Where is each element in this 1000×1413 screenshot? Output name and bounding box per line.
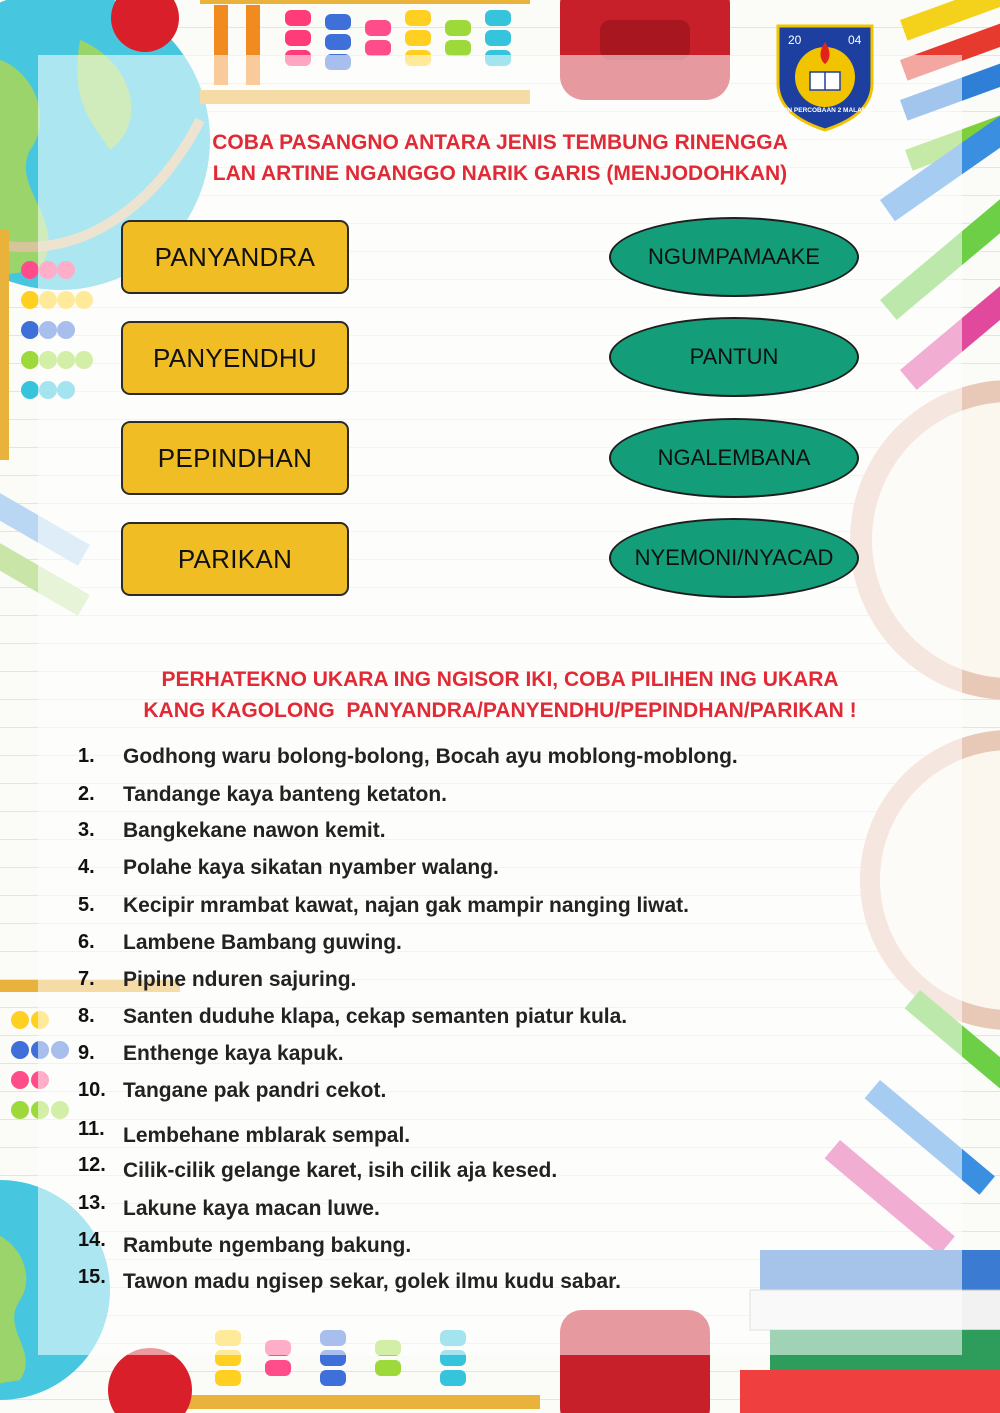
item-number: 7. bbox=[78, 968, 95, 990]
list-item bbox=[78, 1118, 898, 1148]
item-number: 6. bbox=[78, 931, 95, 953]
item-text: Kecipir mrambat kawat, najan gak mampir nanging liwat. bbox=[123, 894, 689, 917]
item-number: 2. bbox=[78, 783, 95, 805]
meaning-ngalembana[interactable]: NGALEMBANA bbox=[609, 418, 859, 498]
list-item bbox=[78, 968, 898, 998]
logo-year-left: 20 bbox=[788, 33, 802, 47]
item-text: Lakune kaya macan luwe. bbox=[123, 1197, 380, 1220]
item-number: 8. bbox=[78, 1005, 95, 1027]
item-text: Rambute ngembang bakung. bbox=[123, 1234, 412, 1257]
item-number: 13. bbox=[78, 1192, 106, 1214]
item-number: 11. bbox=[78, 1118, 105, 1140]
list-item bbox=[78, 1229, 898, 1259]
item-number: 10. bbox=[78, 1079, 106, 1101]
item-text: Bangkekane nawon kemit. bbox=[123, 819, 386, 842]
term-panyendhu[interactable]: PANYENDHU bbox=[121, 321, 349, 395]
meaning-ngumpamaake[interactable]: NGUMPAMAAKE bbox=[609, 217, 859, 297]
list-item bbox=[78, 745, 898, 775]
list-item bbox=[78, 819, 898, 849]
logo-year-right: 04 bbox=[848, 33, 862, 47]
item-text: Pipine nduren sajuring. bbox=[123, 968, 357, 991]
item-number: 14. bbox=[78, 1229, 106, 1251]
list-item bbox=[78, 1192, 898, 1222]
heading1-line2: LAN ARTINE NGANGGO NARIK GARIS (MENJODOHKAN) bbox=[212, 162, 788, 185]
apple-bottom-icon bbox=[108, 1348, 192, 1413]
heading2-line1: PERHATEKNO UKARA ING NGISOR IKI, COBA PILIHEN ING UKARA bbox=[161, 668, 839, 691]
item-text: Godhong waru bolong-bolong, Bocah ayu moblong-moblong. bbox=[123, 745, 738, 768]
list-item bbox=[78, 856, 898, 886]
list-item bbox=[78, 1042, 898, 1072]
item-text: Enthenge kaya kapuk. bbox=[123, 1042, 344, 1065]
list-item bbox=[78, 894, 898, 924]
item-text: Cilik-cilik gelange karet, isih cilik aja kesed. bbox=[123, 1159, 558, 1182]
item-text: Polahe kaya sikatan nyamber walang. bbox=[123, 856, 499, 879]
item-text: Lembehane mblarak sempal. bbox=[123, 1124, 411, 1147]
term-panyandra[interactable]: PANYANDRA bbox=[121, 220, 349, 294]
list-item bbox=[78, 1005, 898, 1035]
term-pepindhan[interactable]: PEPINDHAN bbox=[121, 421, 349, 495]
list-item bbox=[78, 931, 898, 961]
item-text: Tandange kaya banteng ketaton. bbox=[123, 783, 448, 806]
list-item bbox=[78, 1154, 898, 1184]
item-number: 4. bbox=[78, 856, 95, 878]
matching-instruction-heading bbox=[0, 127, 1000, 189]
item-number: 3. bbox=[78, 819, 95, 841]
item-text: Tangane pak pandri cekot. bbox=[123, 1079, 387, 1102]
list-item bbox=[78, 783, 898, 813]
list-item bbox=[78, 1079, 898, 1109]
list-item bbox=[78, 1266, 898, 1296]
term-parikan[interactable]: PARIKAN bbox=[121, 522, 349, 596]
heading2-line2: KANG KAGOLONG PANYANDRA/PANYENDHU/PEPINDHAN/PARIKAN ! bbox=[143, 699, 857, 722]
heading1-line1: COBA PASANGNO ANTARA JENIS TEMBUNG RINENGGA bbox=[212, 131, 788, 154]
item-number: 15. bbox=[78, 1266, 106, 1288]
item-number: 1. bbox=[78, 745, 95, 767]
meaning-pantun[interactable]: PANTUN bbox=[609, 317, 859, 397]
item-number: 12. bbox=[78, 1154, 106, 1176]
meaning-nyemoni-nyacad[interactable]: NYEMONI/NYACAD bbox=[609, 518, 859, 598]
school-logo bbox=[770, 22, 880, 132]
classification-instruction-heading bbox=[0, 664, 1000, 726]
logo-ring-text: SDN PERCOBAAN 2 MALANG bbox=[778, 107, 872, 114]
item-text: Tawon madu ngisep sekar, golek ilmu kudu sabar. bbox=[123, 1270, 621, 1293]
item-number: 5. bbox=[78, 894, 95, 916]
item-text: Santen duduhe klapa, cekap semanten piatur kula. bbox=[123, 1005, 628, 1028]
item-text: Lambene Bambang guwing. bbox=[123, 931, 402, 954]
item-number: 9. bbox=[78, 1042, 95, 1064]
